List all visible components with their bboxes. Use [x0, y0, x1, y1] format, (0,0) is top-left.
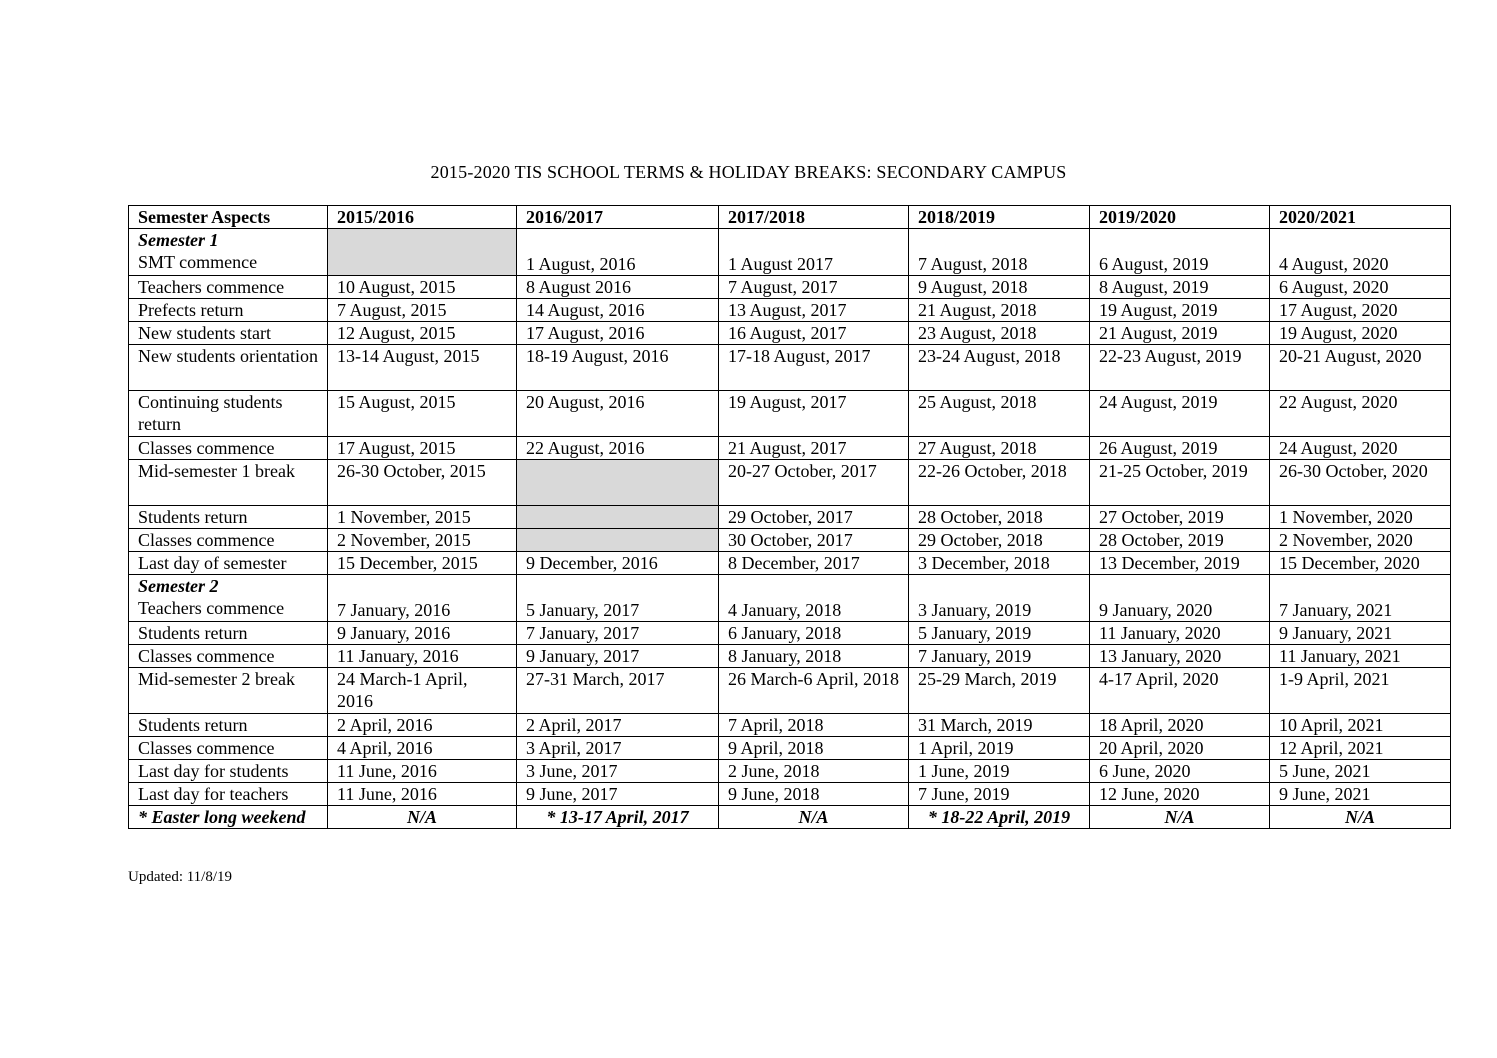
date-cell: 16 August, 2017 — [719, 322, 909, 345]
date-cell: 1 August 2017 — [719, 229, 909, 276]
row-label-cell — [129, 760, 328, 783]
table-row — [129, 299, 1451, 322]
date-cell: 23 August, 2018 — [909, 322, 1090, 345]
date-cell: 3 June, 2017 — [517, 760, 719, 783]
date-cell: 1 April, 2019 — [909, 737, 1090, 760]
date-cell: 9 January, 2016 — [328, 622, 517, 645]
date-cell: 13 August, 2017 — [719, 299, 909, 322]
date-cell: 3 December, 2018 — [909, 552, 1090, 575]
date-cell: 17 August, 2016 — [517, 322, 719, 345]
row-label: SMT commence — [138, 252, 258, 272]
row-label: Mid-semester 2 break — [138, 669, 295, 689]
date-cell: 15 December, 2020 — [1270, 552, 1451, 575]
date-cell: 21 August, 2019 — [1090, 322, 1270, 345]
date-cell: 8 December, 2017 — [719, 552, 909, 575]
table-row — [129, 322, 1451, 345]
date-cell: 9 April, 2018 — [719, 737, 909, 760]
table-row — [129, 575, 1451, 622]
date-cell: 9 January, 2021 — [1270, 622, 1451, 645]
date-cell: * 18-22 April, 2019 — [909, 806, 1090, 829]
table-row — [129, 345, 1451, 391]
date-cell: 13 December, 2019 — [1090, 552, 1270, 575]
date-cell: N/A — [719, 806, 909, 829]
date-cell: 14 August, 2016 — [517, 299, 719, 322]
date-cell: 20 August, 2016 — [517, 391, 719, 437]
row-label-cell — [129, 668, 328, 714]
date-cell: N/A — [1270, 806, 1451, 829]
row-label-cell — [129, 322, 328, 345]
table-body — [129, 229, 1451, 829]
date-cell: 10 August, 2015 — [328, 276, 517, 299]
date-cell: 12 April, 2021 — [1270, 737, 1451, 760]
date-cell: 29 October, 2018 — [909, 529, 1090, 552]
table-row — [129, 622, 1451, 645]
date-cell: 15 August, 2015 — [328, 391, 517, 437]
date-cell: 11 June, 2016 — [328, 783, 517, 806]
date-cell: 6 June, 2020 — [1090, 760, 1270, 783]
semester-group-label: Semester 2 — [138, 576, 219, 596]
row-label-cell — [129, 391, 328, 437]
row-label-cell — [129, 783, 328, 806]
date-cell: 11 January, 2016 — [328, 645, 517, 668]
date-cell: N/A — [1090, 806, 1270, 829]
date-cell: 7 August, 2018 — [909, 229, 1090, 276]
date-cell: 22-26 October, 2018 — [909, 460, 1090, 506]
row-label-cell — [129, 645, 328, 668]
date-cell: 23-24 August, 2018 — [909, 345, 1090, 391]
table-row — [129, 460, 1451, 506]
header-year-2020-2021: 2020/2021 — [1270, 206, 1451, 229]
header-row — [129, 206, 1451, 229]
date-cell: 7 January, 2016 — [328, 575, 517, 622]
date-cell: 20-21 August, 2020 — [1270, 345, 1451, 391]
date-cell: 27-31 March, 2017 — [517, 668, 719, 714]
document-title: 2015-2020 TIS SCHOOL TERMS & HOLIDAY BREAKS: SECONDARY CAMPUS — [430, 162, 1067, 182]
row-label: New students orientation — [138, 346, 318, 366]
row-label: Last day for students — [138, 761, 289, 781]
header-semester-aspects: Semester Aspects — [129, 206, 328, 229]
date-cell: 28 October, 2018 — [909, 506, 1090, 529]
row-label-cell — [129, 575, 328, 622]
table-row — [129, 760, 1451, 783]
date-cell: 22 August, 2016 — [517, 437, 719, 460]
date-cell: 3 January, 2019 — [909, 575, 1090, 622]
header-year-2015-2016: 2015/2016 — [328, 206, 517, 229]
date-cell: 28 October, 2019 — [1090, 529, 1270, 552]
date-cell: 21 August, 2018 — [909, 299, 1090, 322]
date-cell: 26 March-6 April, 2018 — [719, 668, 909, 714]
row-label: Classes commence — [138, 646, 275, 666]
date-cell: 17-18 August, 2017 — [719, 345, 909, 391]
header-year-2018-2019: 2018/2019 — [909, 206, 1090, 229]
date-cell: 6 August, 2020 — [1270, 276, 1451, 299]
date-cell: 22-23 August, 2019 — [1090, 345, 1270, 391]
date-cell: 22 August, 2020 — [1270, 391, 1451, 437]
date-cell: 1 August, 2016 — [517, 229, 719, 276]
table-row — [129, 506, 1451, 529]
date-cell: 1 November, 2020 — [1270, 506, 1451, 529]
row-label: Teachers commence — [138, 598, 285, 618]
date-cell: 1 November, 2015 — [328, 506, 517, 529]
shaded-empty-cell — [328, 229, 517, 276]
shaded-empty-cell — [517, 506, 719, 529]
row-label-cell — [129, 276, 328, 299]
date-cell: 25 August, 2018 — [909, 391, 1090, 437]
date-cell: 18-19 August, 2016 — [517, 345, 719, 391]
date-cell: 31 March, 2019 — [909, 714, 1090, 737]
row-label: Continuing students return — [138, 392, 283, 434]
table-row — [129, 437, 1451, 460]
date-cell: 20 April, 2020 — [1090, 737, 1270, 760]
date-cell: 9 June, 2017 — [517, 783, 719, 806]
row-label: Classes commence — [138, 738, 275, 758]
date-cell: 26 August, 2019 — [1090, 437, 1270, 460]
table-row — [129, 783, 1451, 806]
date-cell: 19 August, 2020 — [1270, 322, 1451, 345]
date-cell: 2 April, 2017 — [517, 714, 719, 737]
date-cell: 13-14 August, 2015 — [328, 345, 517, 391]
date-cell: 30 October, 2017 — [719, 529, 909, 552]
date-cell: 8 August 2016 — [517, 276, 719, 299]
date-cell: 9 August, 2018 — [909, 276, 1090, 299]
row-label-cell — [129, 345, 328, 391]
date-cell: 5 January, 2019 — [909, 622, 1090, 645]
date-cell: 8 August, 2019 — [1090, 276, 1270, 299]
date-cell: 24 August, 2020 — [1270, 437, 1451, 460]
row-label-cell — [129, 806, 328, 829]
date-cell: 6 January, 2018 — [719, 622, 909, 645]
date-cell: 13 January, 2020 — [1090, 645, 1270, 668]
date-cell: 21-25 October, 2019 — [1090, 460, 1270, 506]
row-label: Mid-semester 1 break — [138, 461, 295, 481]
table-row — [129, 737, 1451, 760]
date-cell: 9 June, 2018 — [719, 783, 909, 806]
date-cell: 7 April, 2018 — [719, 714, 909, 737]
row-label-cell — [129, 437, 328, 460]
table-row — [129, 806, 1451, 829]
date-cell: 7 August, 2015 — [328, 299, 517, 322]
table-row — [129, 645, 1451, 668]
date-cell: 17 August, 2015 — [328, 437, 517, 460]
row-label-cell — [129, 299, 328, 322]
row-label: Students return — [138, 715, 248, 735]
row-label: Classes commence — [138, 438, 275, 458]
row-label: Last day of semester — [138, 553, 287, 573]
table-row — [129, 668, 1451, 714]
date-cell: 10 April, 2021 — [1270, 714, 1451, 737]
date-cell: 29 October, 2017 — [719, 506, 909, 529]
row-label-cell — [129, 622, 328, 645]
row-label: Classes commence — [138, 530, 275, 550]
date-cell: 4 April, 2016 — [328, 737, 517, 760]
date-cell: 15 December, 2015 — [328, 552, 517, 575]
table-row — [129, 229, 1451, 276]
date-cell: 4 August, 2020 — [1270, 229, 1451, 276]
date-cell: 4 January, 2018 — [719, 575, 909, 622]
date-cell: 26-30 October, 2020 — [1270, 460, 1451, 506]
date-cell: 19 August, 2019 — [1090, 299, 1270, 322]
row-label: * Easter long weekend — [138, 807, 306, 827]
date-cell: 9 January, 2017 — [517, 645, 719, 668]
date-cell: 1-9 April, 2021 — [1270, 668, 1451, 714]
row-label-cell — [129, 229, 328, 276]
date-cell: 25-29 March, 2019 — [909, 668, 1090, 714]
date-cell: 7 January, 2019 — [909, 645, 1090, 668]
row-label-cell — [129, 506, 328, 529]
date-cell: 7 January, 2017 — [517, 622, 719, 645]
row-label: Students return — [138, 507, 248, 527]
semester-group-label: Semester 1 — [138, 230, 219, 250]
date-cell: 27 October, 2019 — [1090, 506, 1270, 529]
date-cell: 11 January, 2021 — [1270, 645, 1451, 668]
date-cell: 11 June, 2016 — [328, 760, 517, 783]
date-cell: 4-17 April, 2020 — [1090, 668, 1270, 714]
table-row — [129, 276, 1451, 299]
updated-note: Updated: 11/8/19 — [128, 869, 233, 885]
date-cell: 2 November, 2020 — [1270, 529, 1451, 552]
date-cell: 12 June, 2020 — [1090, 783, 1270, 806]
date-cell: 7 June, 2019 — [909, 783, 1090, 806]
table-row — [129, 552, 1451, 575]
table-row — [129, 714, 1451, 737]
date-cell: 24 March-1 April, 2016 — [328, 668, 517, 714]
row-label: Last day for teachers — [138, 784, 289, 804]
date-cell: 19 August, 2017 — [719, 391, 909, 437]
date-cell: 9 January, 2020 — [1090, 575, 1270, 622]
date-cell: 11 January, 2020 — [1090, 622, 1270, 645]
date-cell: 9 June, 2021 — [1270, 783, 1451, 806]
term-schedule-table — [128, 205, 1451, 829]
row-label-cell — [129, 552, 328, 575]
date-cell: 5 June, 2021 — [1270, 760, 1451, 783]
header-year-2016-2017: 2016/2017 — [517, 206, 719, 229]
row-label: Prefects return — [138, 300, 244, 320]
date-cell: 7 January, 2021 — [1270, 575, 1451, 622]
row-label-cell — [129, 460, 328, 506]
row-label-cell — [129, 737, 328, 760]
date-cell: 24 August, 2019 — [1090, 391, 1270, 437]
date-cell: 18 April, 2020 — [1090, 714, 1270, 737]
date-cell: 2 April, 2016 — [328, 714, 517, 737]
date-cell: 9 December, 2016 — [517, 552, 719, 575]
date-cell: 5 January, 2017 — [517, 575, 719, 622]
date-cell: 7 August, 2017 — [719, 276, 909, 299]
row-label: Students return — [138, 623, 248, 643]
date-cell: 8 January, 2018 — [719, 645, 909, 668]
date-cell: 12 August, 2015 — [328, 322, 517, 345]
row-label: Teachers commence — [138, 277, 285, 297]
date-cell: 3 April, 2017 — [517, 737, 719, 760]
date-cell: 26-30 October, 2015 — [328, 460, 517, 506]
date-cell: 6 August, 2019 — [1090, 229, 1270, 276]
date-cell: 20-27 October, 2017 — [719, 460, 909, 506]
date-cell: 2 November, 2015 — [328, 529, 517, 552]
row-label-cell — [129, 714, 328, 737]
row-label-cell — [129, 529, 328, 552]
date-cell: * 13-17 April, 2017 — [517, 806, 719, 829]
row-label: New students start — [138, 323, 271, 343]
header-year-2017-2018: 2017/2018 — [719, 206, 909, 229]
date-cell: 2 June, 2018 — [719, 760, 909, 783]
shaded-empty-cell — [517, 529, 719, 552]
header-year-2019-2020: 2019/2020 — [1090, 206, 1270, 229]
date-cell: N/A — [328, 806, 517, 829]
date-cell: 27 August, 2018 — [909, 437, 1090, 460]
date-cell: 21 August, 2017 — [719, 437, 909, 460]
table-row — [129, 529, 1451, 552]
date-cell: 17 August, 2020 — [1270, 299, 1451, 322]
date-cell: 1 June, 2019 — [909, 760, 1090, 783]
table-row — [129, 391, 1451, 437]
shaded-empty-cell — [517, 460, 719, 506]
